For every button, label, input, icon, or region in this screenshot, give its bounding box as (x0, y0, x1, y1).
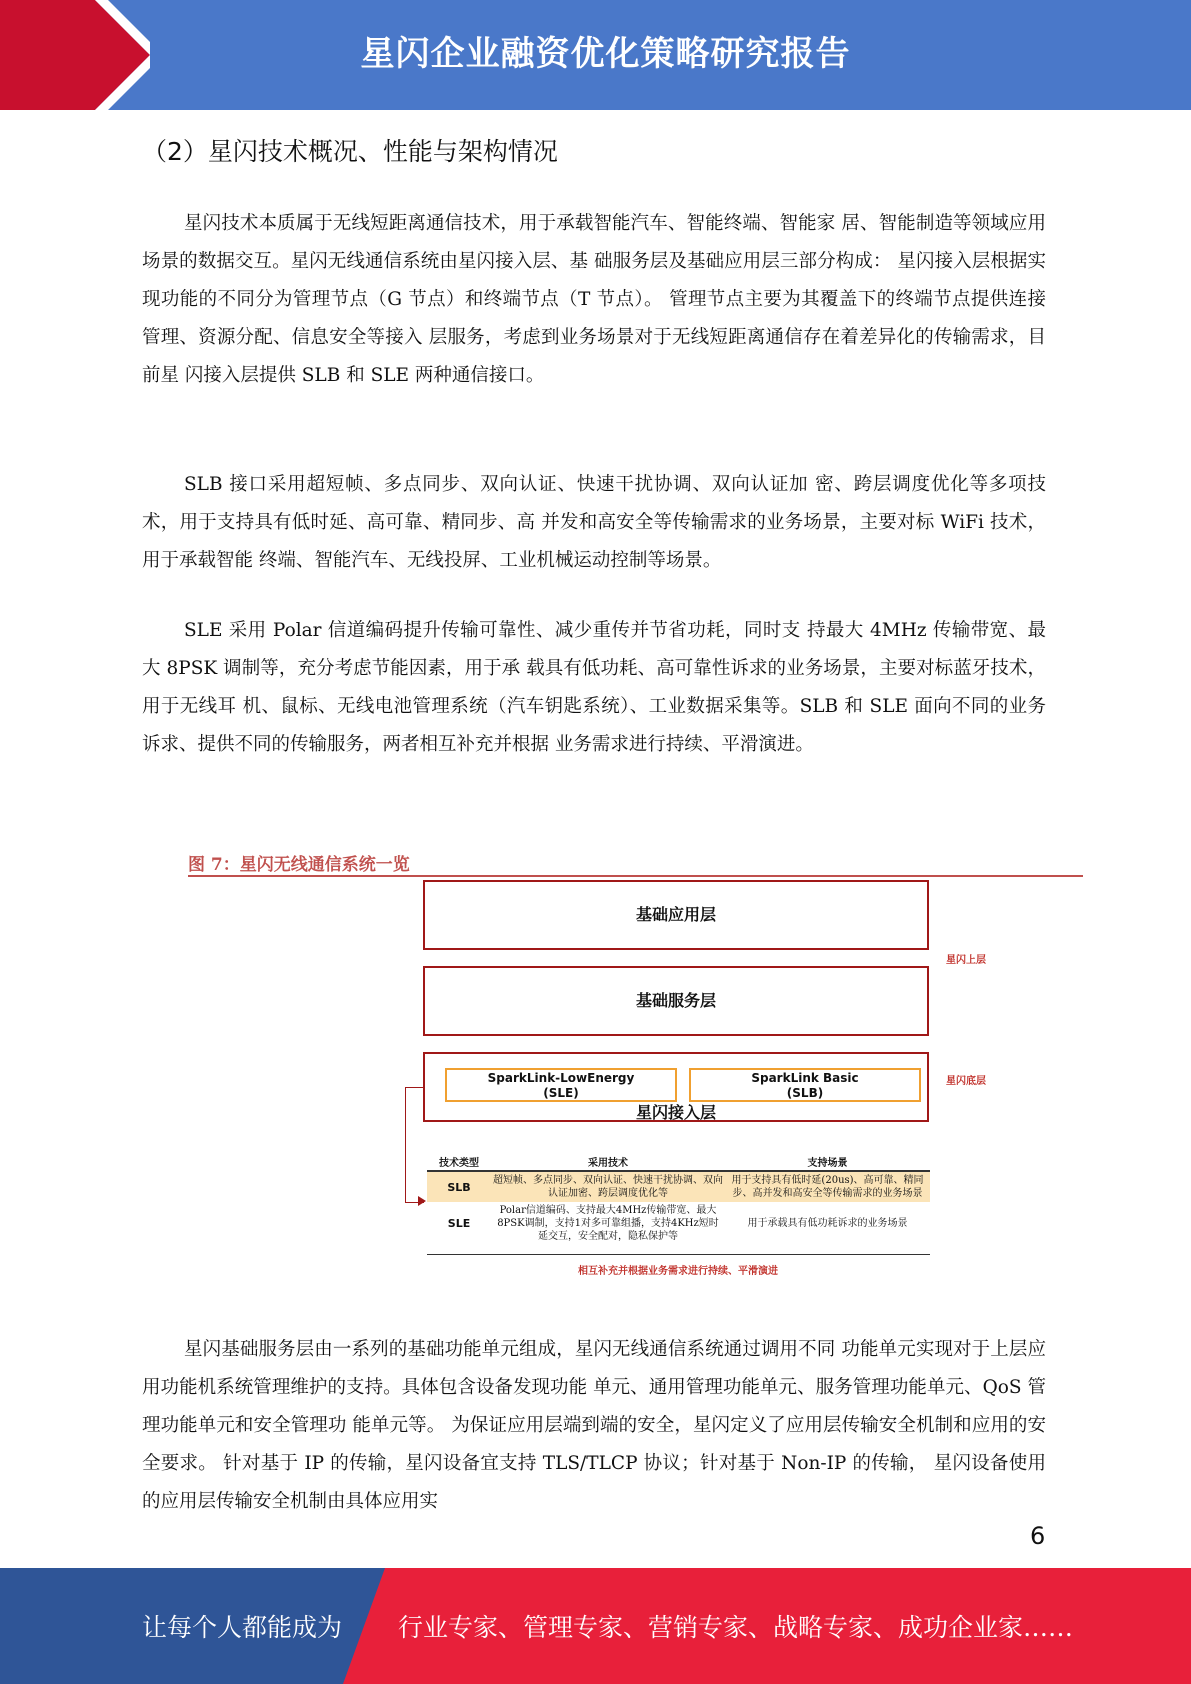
connector-arrow-icon (418, 1196, 426, 1206)
table-header-tech: 采用技术 (491, 1153, 725, 1171)
paragraph-1: 星闪技术本质属于无线短距离通信技术，用于承载智能汽车、智能终端、智能家 居、智能制造等领域应用场景的数据交互。星闪无线通信系统由星闪接入层、基 础服务层及基础应用层三部分构成： 星闪接入层根据实现功能的不同分为管理节点（G 节点）和终端节点（T 节点）。 管理节点主要为其覆盖下的终端节点提供连接管理、资源分配、信息安全等接入 层服务，考虑到业务场景对于无线短距离通信存在着差异化的传输需求，目前星 闪接入层提供 SLB 和 SLE 两种通信接口。 (142, 213, 1046, 386)
table-cell-type: SLE (447, 1217, 471, 1230)
paragraph-4: 星闪基础服务层由一系列的基础功能单元组成，星闪无线通信系统通过调用不同 功能单元实现对于上层应用功能机系统管理维护的支持。具体包含设备发现功能 单元、通用管理功能单元、服务管理功能单元、QoS 管理功能单元和安全管理功 能单元等。 为保证应用层端到端的安全，星闪定义了应用层传输安全机制和应用的安全要求。 针对基于 IP 的传输，星闪设备宜支持 TLS/TLCP 协议；针对基于 Non-IP 的传输， 星闪设备使用的应用层传输安全机制由具体应用实 (142, 1339, 1046, 1512)
table-cell-scene: 用于承载具有低功耗诉求的业务场景 (747, 1218, 908, 1229)
figure-caption-rule (188, 875, 1083, 877)
footer-slogan-right: 行业专家、管理专家、营销专家、战略专家、成功企业家…… (398, 1613, 1074, 1642)
layer-application (423, 880, 929, 950)
table-cell-tech: 超短帧、多点同步、双向认证、快速干扰协调、双向认证加密、跨层调度优化等 (491, 1171, 725, 1202)
report-title: 星闪企业融资优化策略研究报告 (360, 34, 851, 74)
layer-service-label: 基础服务层 (635, 991, 716, 1010)
paragraph-2: SLB 接口采用超短帧、多点同步、双向认证、快速干扰协调、双向认证加 密、跨层调度优化等多项技术，用于支持具有低时延、高可靠、精同步、高 并发和高安全等传输需求的业务场景，主要对标 WiFi 技术，用于承载智能 终端、智能汽车、无线投屏、工业机械运动控制等场景。 (142, 474, 1046, 571)
table-row (427, 1171, 930, 1202)
layer-service (423, 966, 929, 1036)
side-label-upper: 星闪上层 (946, 955, 986, 966)
paragraph-3: SLE 采用 Polar 信道编码提升传输可靠性、减少重传并节省功耗，同时支 持最大 4MHz 传输带宽、最大 8PSK 调制等，充分考虑节能因素，用于承 载具有低功耗、高可靠性诉求的业务场景，主要对标蓝牙技术，用于无线耳 机、鼠标、无线电池管理系统（汽车钥匙系统）、工业数据采集等。SLB 和 SLE 面向不同的业务诉求、提供不同的传输服务，两者相互补充并根据 业务需求进行持续、平滑演进。 (142, 620, 1046, 755)
layer-access-label: 星闪接入层 (635, 1103, 716, 1122)
layer-access (423, 1052, 929, 1122)
side-label-lower: 星闪底层 (946, 1076, 986, 1087)
figure-caption: 图 7：星闪无线通信系统一览 (188, 855, 410, 875)
connector-line (405, 1087, 424, 1203)
table-header-type: 技术类型 (427, 1153, 491, 1171)
page-footer (0, 1568, 1191, 1684)
table-cell-type: SLB (427, 1171, 491, 1202)
figure-footnote: 相互补充并根据业务需求进行持续、平滑演进 (578, 1266, 778, 1277)
table-cell-tech: Polar信道编码、支持最大4MHz传输带宽、最大8PSK调制，支持1对多可靠组播，支持4KHz短时延交互，安全配对，隐私保护等 (497, 1205, 719, 1242)
table-header-scene: 支持场景 (725, 1153, 930, 1171)
table-row (427, 1202, 930, 1245)
tech-table (427, 1153, 930, 1245)
footer-slogan-left: 让每个人都能成为 (142, 1613, 343, 1642)
page-header (0, 0, 1191, 110)
table-cell-scene: 用于支持具有低时延(20us)、高可靠、精同步、高并发和高安全等传输需求的业务场景 (725, 1171, 930, 1202)
sle-box: SparkLink-LowEnergy (SLE) (445, 1068, 677, 1102)
page-number: 6 (1030, 1522, 1046, 1550)
section-title: （2）星闪技术概况、性能与架构情况 (142, 137, 558, 166)
layer-application-label: 基础应用层 (635, 905, 716, 924)
table-bottom-rule (427, 1254, 930, 1255)
slb-box: SparkLink Basic (SLB) (689, 1068, 921, 1102)
